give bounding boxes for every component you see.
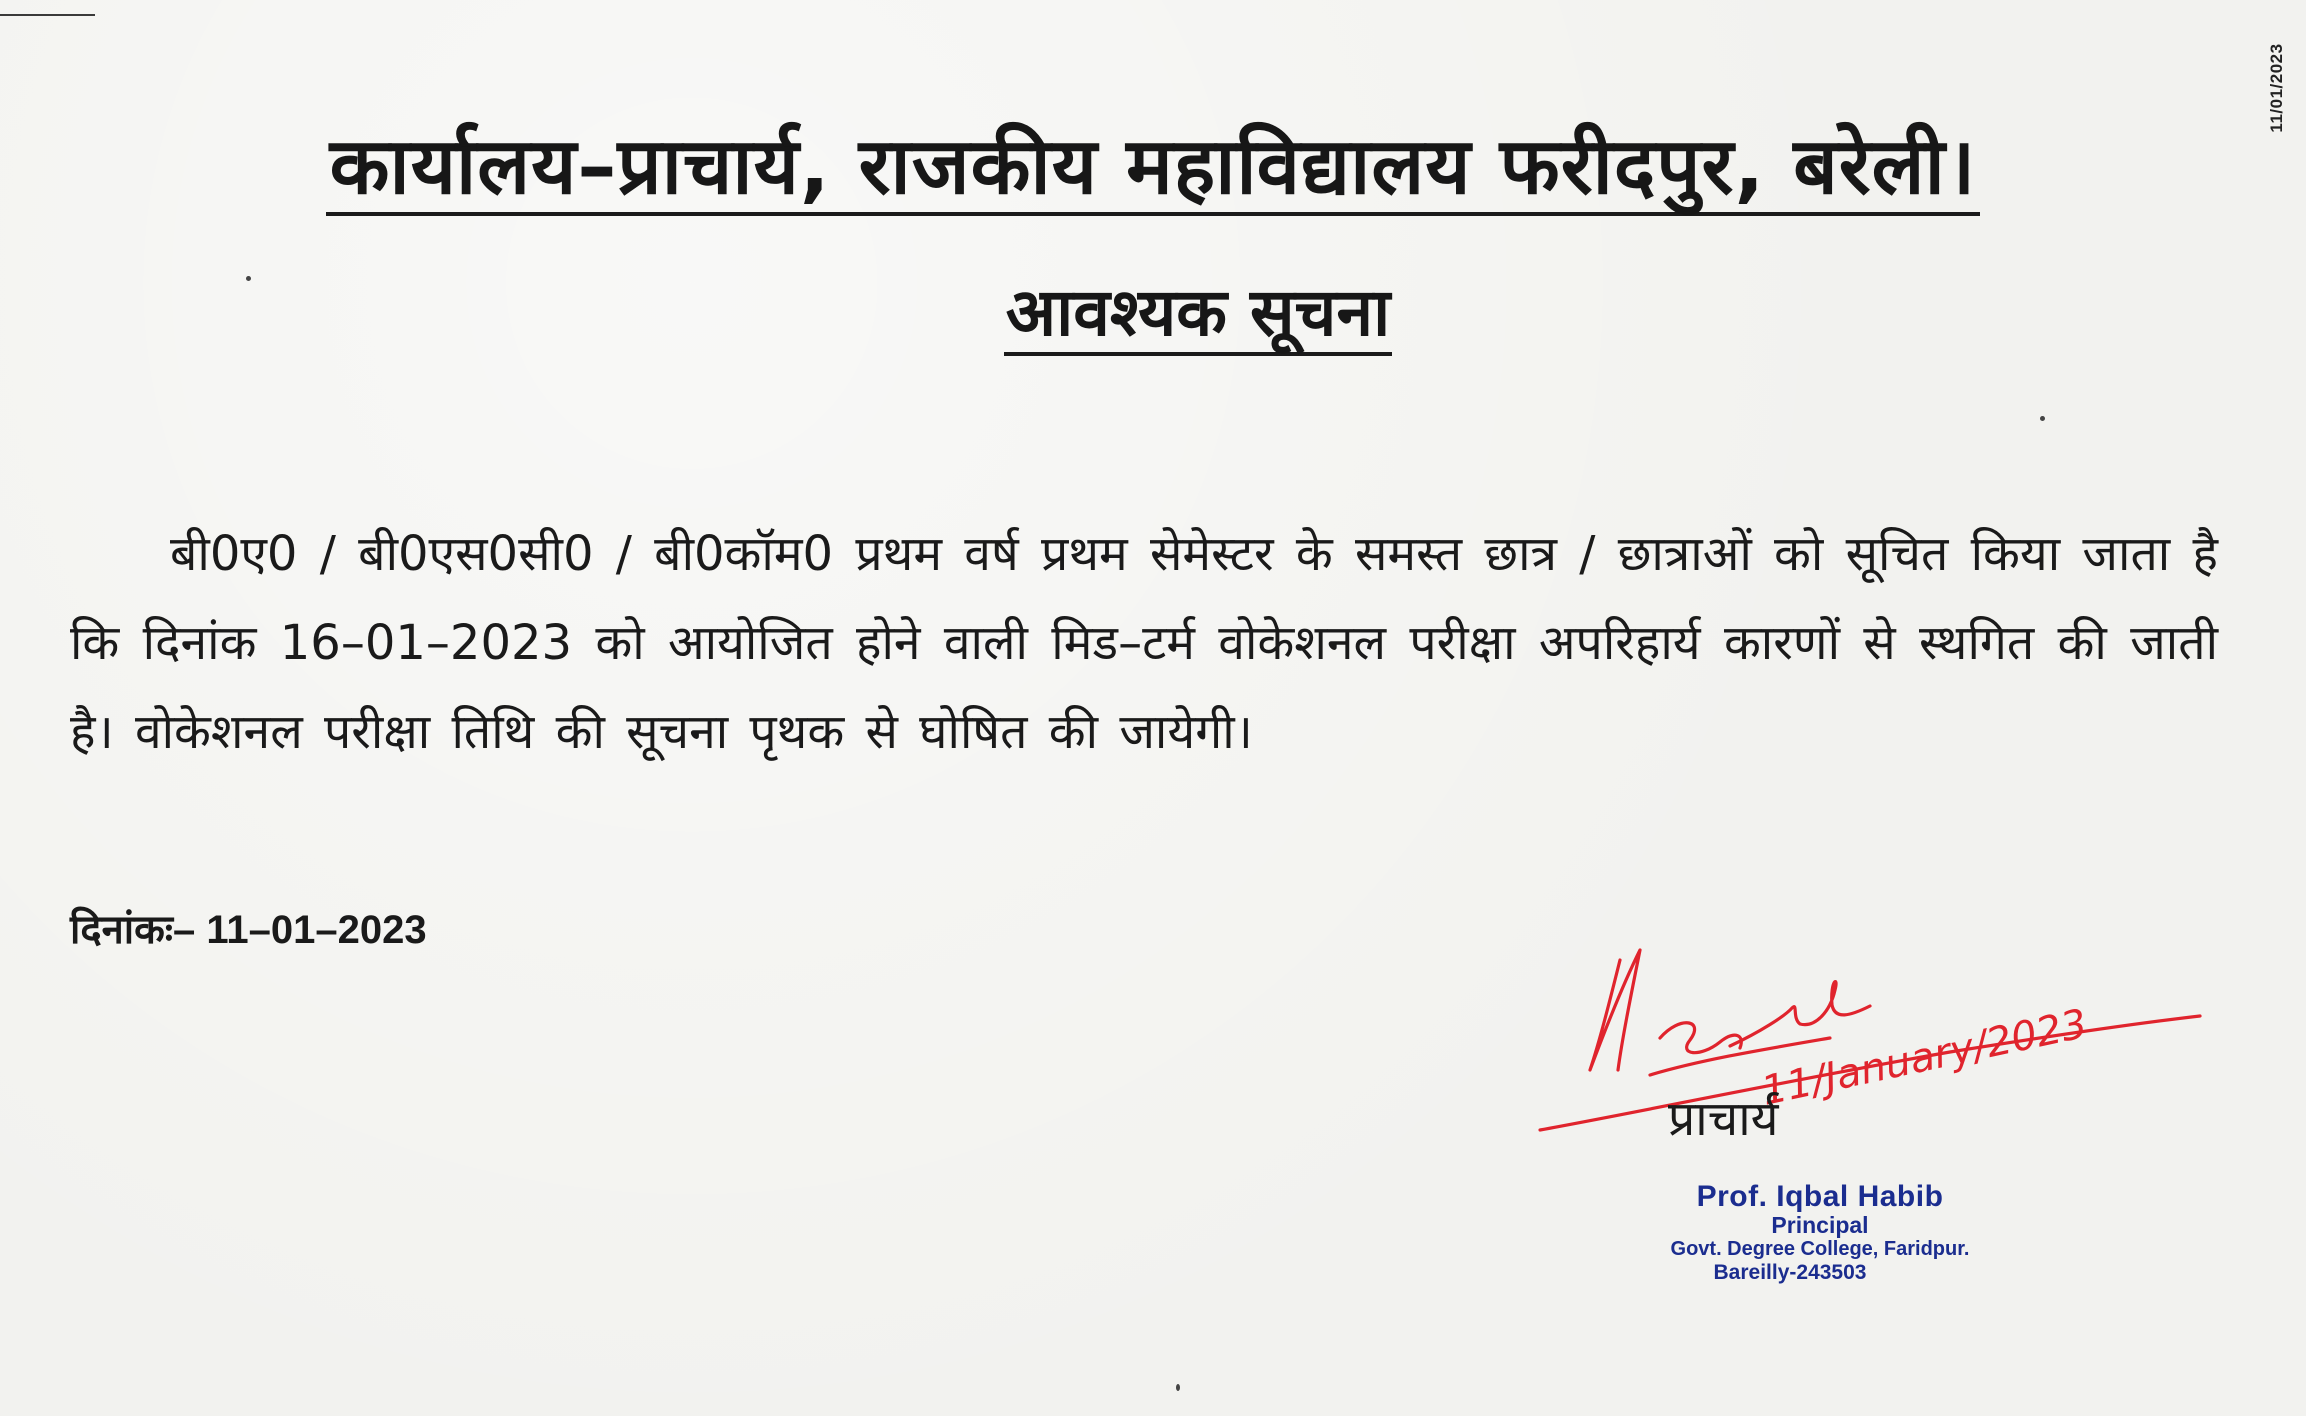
paper-speck bbox=[1176, 1384, 1180, 1391]
paper-speck bbox=[246, 276, 251, 281]
office-title-text: कार्यालय–प्राचार्य, राजकीय महाविद्यालय फरीदपुर, बरेली। bbox=[326, 128, 1981, 216]
handwritten-date-text: 11/January/2023 bbox=[1757, 1000, 2092, 1115]
issue-date: दिनांकः– 11–01–2023 bbox=[70, 908, 427, 952]
seal-institution: Govt. Degree College, Faridpur. bbox=[1670, 1238, 1970, 1260]
notice-body: बी0ए0 / बी0एस0सी0 / बी0कॉम0 प्रथम वर्ष प्रथम सेमेस्टर के समस्त छात्र / छात्राओं को सूचित किया जाता है कि दिनांक 16–01–2023 को आयोजित होने वाली मिड–टर्म वोकेशनल परीक्षा अपरिहार्य कारणों से स्थगित की जाती है। वोकेशनल परीक्षा तिथि की सूचना पृथक से घोषित की जायेगी। bbox=[70, 526, 2218, 760]
seal-address: Bareilly-243503 bbox=[1713, 1261, 1867, 1284]
principal-designation: प्राचार्य bbox=[1668, 1091, 1779, 1147]
principal-seal bbox=[1630, 1180, 2010, 1285]
handwritten-date bbox=[1758, 1001, 2092, 1115]
notice-heading bbox=[0, 274, 2306, 356]
office-title bbox=[0, 122, 2306, 216]
paper-speck bbox=[2040, 416, 2045, 421]
corner-mark bbox=[0, 14, 95, 16]
seal-role: Principal bbox=[1771, 1212, 1869, 1238]
seal-name: Prof. Iqbal Habib bbox=[1696, 1180, 1944, 1213]
handwritten-signature bbox=[1530, 920, 2290, 1150]
side-date-text: 11/01/2023 bbox=[2267, 43, 2286, 133]
notice-heading-text: आवश्यक सूचना bbox=[1004, 280, 1392, 356]
